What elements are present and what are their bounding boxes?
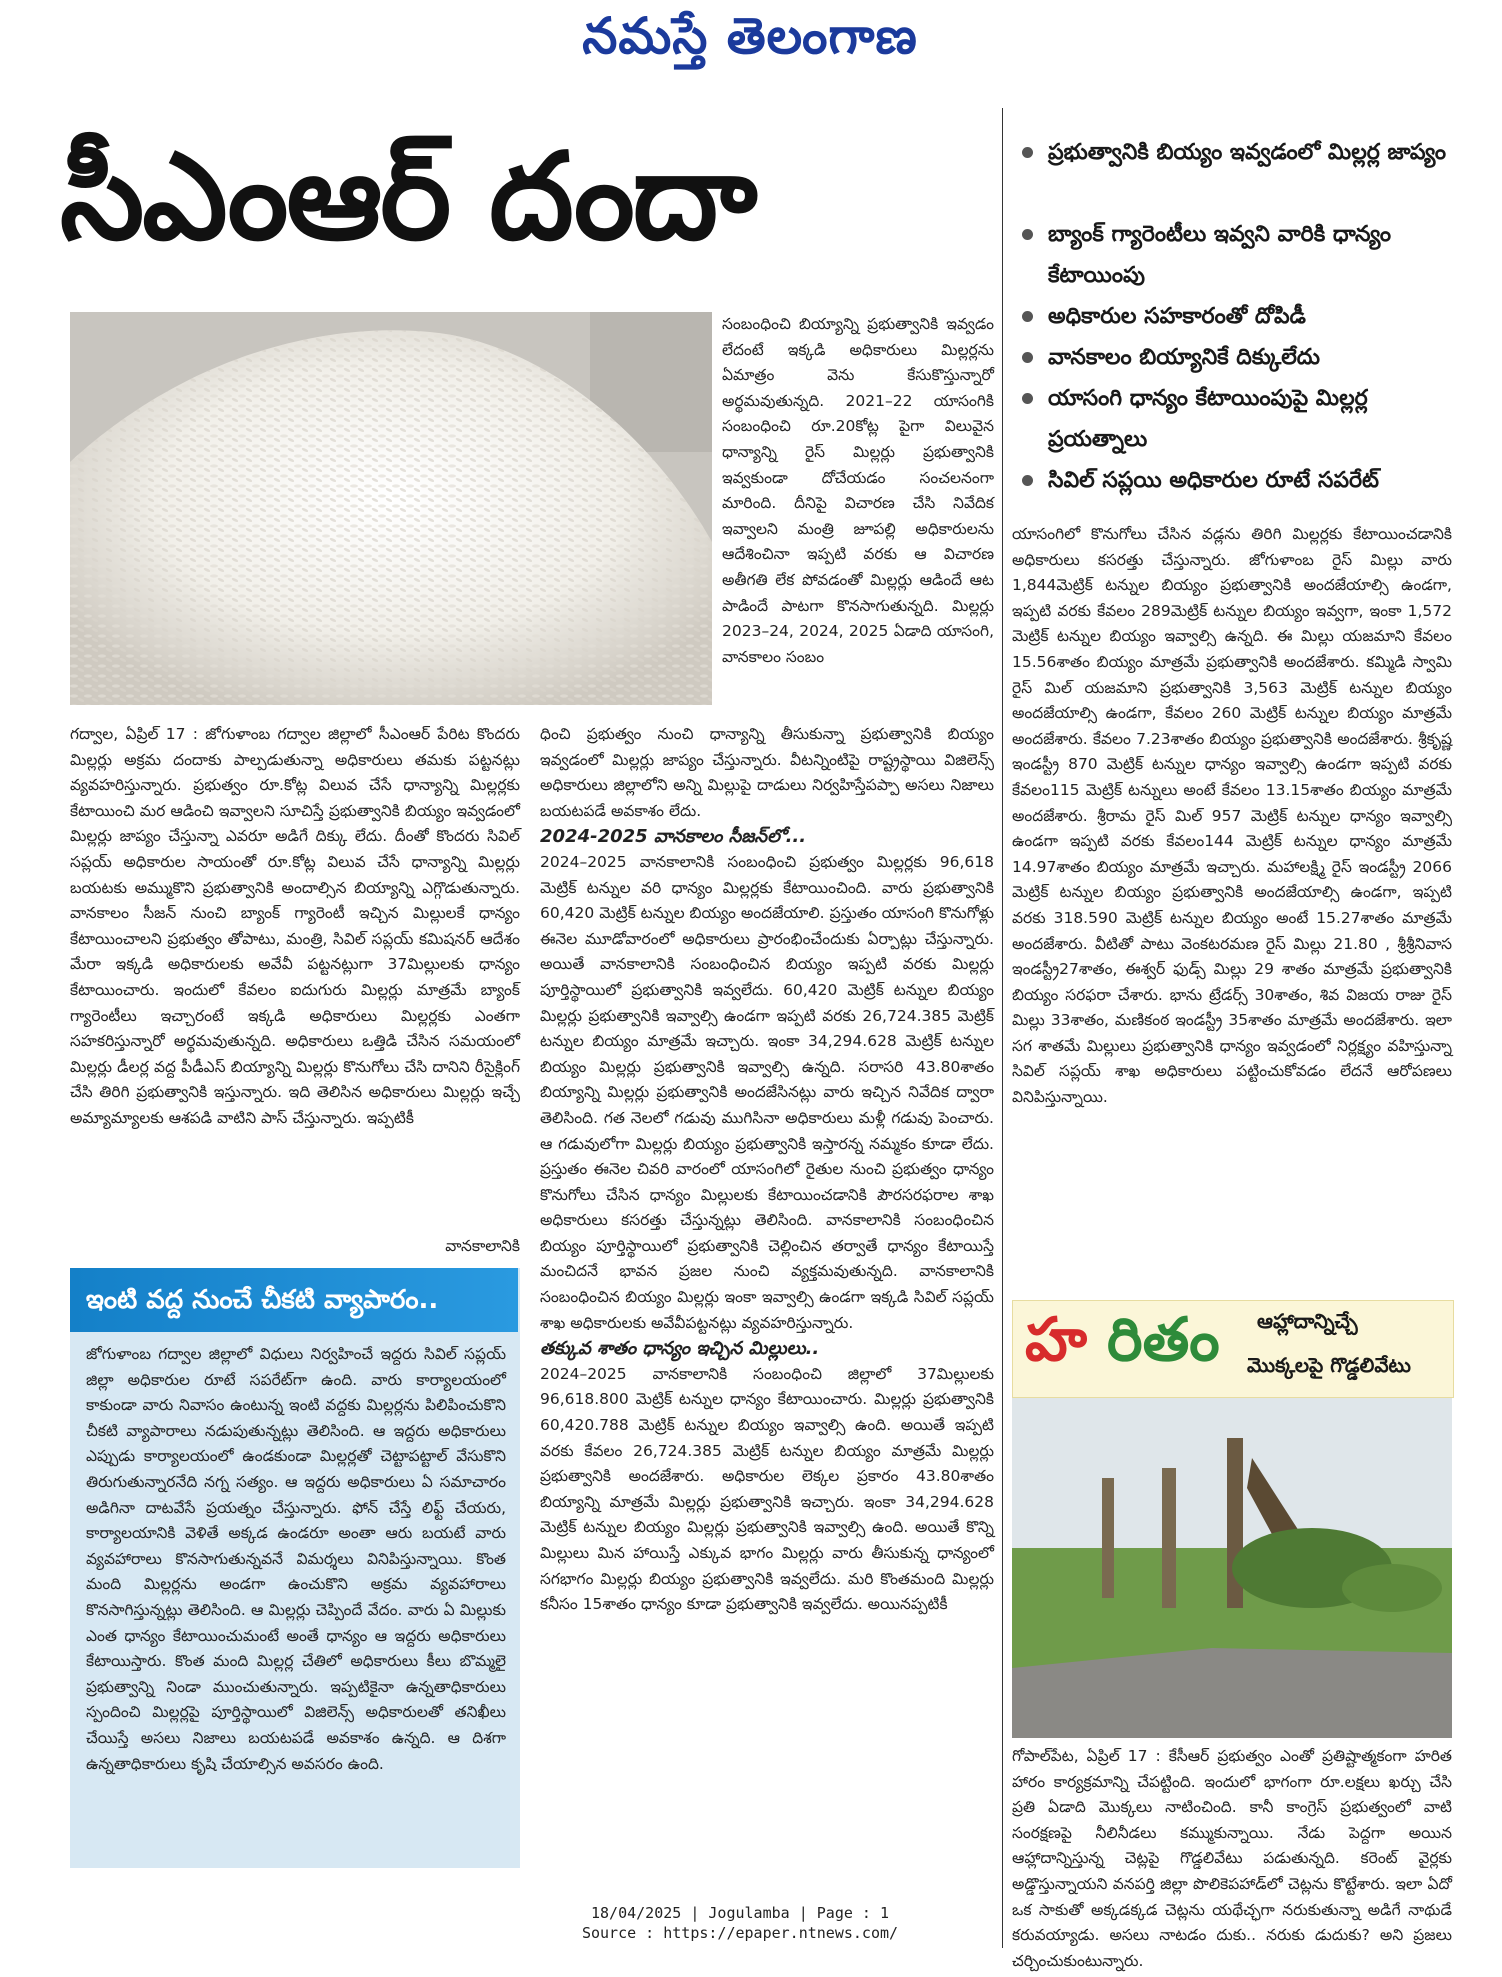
bullet-item: బ్యాంక్ గ్యారెంటీలు ఇవ్వని వారికి ధాన్యం కేటాయింపు — [1012, 214, 1472, 296]
paragraph: 2024–2025 వానకాలానికి సంబంధించి జిల్లాలో 37మిల్లులకు 96,618.800 మెట్రిక్ టన్నుల ధాన్యం కేటాయించారు. మిల్లర్లు ప్రభుత్వానికి 60,420.788 మెట్రిక్ టన్నుల బియ్యం ఇవ్వాల్సి ఉంది. అయితే ఇప్పటి వరకు కేవలం 26,724.385 మెట్రిక్ టన్నుల బియ్యం మాత్రమే మిల్లర్లు ప్రభుత్వానికి అందజేశారు. అధికారుల లెక్కల ప్రకారం 43.80శాతం బియ్యాన్ని మాత్రమే మిల్లర్లు ప్రభుత్వానికి ఇచ్చారు. ఇంకా 34,294.628 మెట్రిక్ టన్నుల బియ్యం మిల్లర్లు ప్రభుత్వానికి ఇవ్వాల్సి ఉంది. అయితే కొన్ని మిల్లులు మిన హాయిస్తే ఎక్కువ భాగం మిల్లర్లు వారు తీసుకున్న ధాన్యంలో సగభాగం మిల్లర్లు బియ్యం ప్రభుత్వానికి ఇవ్వలేదు. మరి కొంతమంది మిల్లర్లు కనీసం 15శాతం ధాన్యం కూడా ప్రభుత్వానికి ఇవ్వలేదు. అయినప్పటికీ — [540, 1364, 994, 1614]
rice-photo — [70, 312, 712, 705]
paragraph: గోపాల్‌పేట, ఏప్రిల్ 17 : కేసీఆర్ ప్రభుత్వం ఎంతో ప్రతిష్టాత్మకంగా హరిత హారం కార్యక్రమాన్ని చేపట్టింది. ఇందులో భాగంగా రూ.లక్షలు ఖర్చు చేసి ప్రతి ఏడాది మొక్కలు నాటించింది. కానీ కాంగ్రెస్ ప్రభుత్వంలో వాటి సంరక్షణపై నీలినీడలు కమ్ముకున్నాయి. నేడు పెద్దగా అయిన ఆహ్లాదాన్నిస్తున్న చెట్లపై గొడ్డలివేటు పడుతున్నది. కరెంట్ వైర్లకు అడ్డొస్తున్నాయని వనపర్తి జిల్లా పొలికెపహాడ్‌లో చెట్లను కొట్టేశారు. ఇలా ఏదో ఒక సాకుతో అక్కడక్కడ చెట్లను యథేచ్ఛగా నరుకుతున్నా అడిగే నాథుడే కరువయ్యాడు. అసలు నాటడం దుకు.. నరుకు డుదుకు? అని ప్రజలు చర్చించుకుంటున్నారు. — [1012, 1747, 1452, 1970]
box-body — [86, 1342, 506, 1862]
masthead: నమస్తే తెలంగాణ — [582, 6, 918, 65]
bullet-item: అధికారుల సహకారంతో దోపిడీ — [1012, 296, 1472, 337]
box-title: ఇంటి వద్ద నుంచే చీకటి వ్యాపారం.. — [70, 1268, 518, 1332]
column-tail: వానకాలానికి — [445, 1237, 520, 1255]
paragraph: జోగుళాంబ గద్వాల జిల్లాలో విధులు నిర్వహించే ఇద్దరు సివిల్ సప్లయ్ జిల్లా అధికారుల రూటే సపరేట్‌గా ఉంది. వారు కార్యాలయంలో కాకుండా వారు నివాసం ఉంటున్న ఇంటి వద్దకు మిల్లర్లను పిలిపించుకొని చీకటి వ్యాపారాలు నడుపుతున్నట్లు తెలిసింది. ఆ ఇద్దరు అధికారులు ఎప్పుడు కార్యాలయంలో ఉండకుండా మిల్లర్లతో చెట్టాపట్టాల్ వేసుకొని తిరుగుతున్నారనేది నగ్న సత్యం. ఆ ఇద్దరు అధికారులు ఏ సమాచారం అడిగినా దాటవేసే ప్రయత్నం చేస్తున్నారు. ఫోన్ చేస్తే లిఫ్ట్ చేయరు, కార్యాలయానికి వెళితే అక్కడ ఉండరూ అంతా ఆరు బయటే వారు వ్యవహారాలు కొనసాగుతున్నవనే విమర్శలు వినిపిస్తున్నాయి. కొంత మంది మిల్లర్లను అండగా ఉంచుకొని అక్రమ వ్యవహారాలు కొనసాగిస్తున్నట్లు తెలిసింది. ఆ మిల్లర్లు చెప్పిందే వేదం. వారు ఏ మిల్లుకు ఎంత ధాన్యం కేటాయించుమంటే అంతే ధాన్యం ఆ ఇద్దరు అధికారులు కేటాయిస్తారు. కొంత మంది మిల్లర్ల చేతిలో అధికారులు కీలు బొమ్మలై ప్రభుత్వాన్ని నిండా ముంచుతున్నారు. ఇప్పటికైనా ఉన్నతాధికారులు స్పందించి మిల్లర్లపై పూర్తిస్థాయిలో విజిలెన్స్ అధికారులతో తనిఖీలు చేయిస్తే అసలు నిజాలు బయటపడే అవకాశం ఉన్నది. ఆ దిశగా ఉన్నతాధికారులు కృషి చేయాల్సిన అవసరం ఉంది. — [86, 1345, 506, 1773]
subheading: 2024-2025 వానకాలం సీజన్‌లో... — [540, 826, 807, 848]
roadside-trees-illustration — [1012, 1398, 1452, 1738]
haritham-article — [1012, 1744, 1452, 1970]
bullet-item: వానకాలం బియ్యానికే దిక్కులేదు — [1012, 337, 1472, 378]
article-column-top-right — [722, 312, 994, 722]
article-column-left — [70, 722, 520, 1260]
article-column-right — [1012, 522, 1452, 1294]
summary-bullets — [1012, 132, 1472, 501]
headline: సీఎంఆర్ దందా — [60, 128, 756, 267]
haritham-logo-ritham: రితం — [1107, 1305, 1220, 1375]
rice-pile-illustration — [70, 312, 712, 705]
paragraph: 2024–2025 వానకాలానికి సంబంధించి ప్రభుత్వం మిల్లర్లకు 96,618 మెట్రిక్ టన్నుల వరి ధాన్యం మిల్లర్లకు కేటాయించింది. వారు ప్రభుత్వానికి 60,420 మెట్రిక్ టన్నుల బియ్యం అందజేయాలి. ప్రస్తుతం యాసంగి కొనుగోళ్లు ఈనెల మూడోవారంలో అధికారులు ప్రారంభించేందుకు ఏర్పాట్లు చేస్తున్నారు. అయితే వానకాలానికి సంబంధించిన బియ్యం ఇప్పటి వరకు మిల్లర్లు పూర్తిస్థాయిలో ప్రభుత్వానికి ఇవ్వలేదు. 60,420 మెట్రిక్ టన్నుల బియ్యం మిల్లర్లు ప్రభుత్వానికి ఇవ్వాల్సి ఉండగా ఇప్పటి వరకు 26,724.385 మెట్రిక్ టన్నుల బియ్యం మాత్రమే ఇచ్చారు. ఇంకా 34,294.628 మెట్రిక్ టన్నుల బియ్యం మిల్లర్లు ప్రభుత్వానికి ఇవ్వాల్సి ఉన్నది. సరాసరి 43.80శాతం బియ్యాన్ని మిల్లర్లు ప్రభుత్వానికి అందజేసినట్లు వారు ఇచ్చిన నివేదిక ద్వారా తెలిసింది. గత నెలలో గడువు ముగిసినా అధికారులు మళ్లీ గడువు పెంచారు. ఆ గడువులోగా మిల్లర్లు బియ్యం ప్రభుత్వానికి ఇస్తారన్న నమ్మకం కూడా లేదు. ప్రస్తుతం ఈనెల చివరి వారంలో యాసంగిలో రైతుల నుంచి ప్రభుత్వం ధాన్యం కొనుగోలు చేసిన ధాన్యం మిల్లులకు కేటాయించడానికి పౌరసరఫరాల శాఖ అధికారులు కసరత్తు చేస్తున్నట్లు తెలిసింది. వానకాలానికి సంబంధించిన బియ్యం పూర్తిస్థాయిలో ప్రభుత్వానికి చెల్లించిన తర్వాతే ధాన్యం కేటాయిస్తే మంచిదనే భావన ప్రజల నుంచి వ్యక్తమవుతున్నది. వానకాలానికి సంబంధించిన బియ్యం మిల్లర్లు ఇంకా ఇవ్వాల్సి ఉండగా ఇక్కడి సివిల్ సప్లయ్ శాఖ అధికారులకు అవేవీపట్టనట్లు వ్యవహరిస్తున్నారు. — [540, 852, 994, 1332]
cut-trees-photo — [1012, 1398, 1452, 1738]
haritham-logo-ha: హ — [1025, 1305, 1087, 1375]
column-divider — [1002, 108, 1003, 1948]
bullet-item: ప్రభుత్వానికి బియ్యం ఇవ్వడంలో మిల్లర్ల జాప్యం — [1012, 132, 1472, 214]
haritham-tagline-1: ఆహ్లాదాన్నిచ్చే — [1257, 1309, 1358, 1333]
page-footer — [480, 1903, 1000, 1943]
haritham-banner — [1012, 1300, 1454, 1398]
paragraph: గద్వాల, ఏప్రిల్ 17 : జోగుళాంబ గద్వాల జిల్లాలో సీఎంఆర్ పేరిట కొందరు మిల్లర్లు అక్రమ దందాకు పాల్పడుతున్నా అధికారులు తమకు పట్టనట్లు వ్యవహరిస్తున్నారు. ప్రభుత్వం రూ.కోట్ల విలువ చేసే ధాన్యాన్ని మిల్లర్లకు కేటాయించి మర ఆడించి ఇవ్వాలని సూచిస్తే ప్రభుత్వానికి బియ్యం ఇవ్వడంలో మిల్లర్లు జాప్యం చేస్తున్నా ఎవరూ అడిగే దిక్కు లేదు. దీంతో కొందరు సివిల్ సప్లయ్ అధికారుల సాయంతో రూ.కోట్ల విలువ చేసే ధాన్యాన్ని మిల్లర్లు బయటకు అమ్ముకొని ప్రభుత్వానికి అందాల్సిన బియ్యాన్ని ఎగ్గొడుతున్నారు. వానకాలం సీజన్ నుంచి బ్యాంక్ గ్యారెంటీ ఇచ్చిన మిల్లులకే ధాన్యం కేటాయించాలని ప్రభుత్వం తోపాటు, మంత్రి, సివిల్ సప్లయ్ కమిషనర్ ఆదేశం మేరా ఇక్కడి అధికారులకు అవేవీ పట్టనట్లుగా 37మిల్లులకు ధాన్యం కేటాయించారు. ఇందులో కేవలం ఐదుగురు మిల్లర్లు మాత్రమే బ్యాంక్ గ్యారెంటీలు ఇచ్చారంటే ఇక్కడి అధికారులు మిల్లర్లకు ఎంతగా సహకరిస్తున్నారో అర్థమవుతున్నది. అధికారులు ఒత్తిడి చేసిన సమయంలో మిల్లర్లు డీలర్ల వద్ద పీడీఎస్ బియ్యాన్ని మిల్లర్లు కొనుగోలు చేసి దానిని రీసైక్లింగ్ చేసి తిరిగి ప్రభుత్వానికి ఇస్తున్నారు. ఇది తెలిసిన అధికారులు మిల్లర్లు ఇచ్చే అమ్యామ్యాలకు ఆశపడి వాటిని పాస్ చేస్తున్నారు. ఇప్పటికీ — [70, 725, 520, 1127]
bullet-item: సివిల్ సప్లయి అధికారుల రూటే సపరేట్ — [1012, 460, 1472, 501]
bullet-item: యాసంగి ధాన్యం కేటాయింపుపై మిల్లర్ల ప్రయత్నాలు — [1012, 378, 1472, 460]
footer-date-edition: 18/04/2025 | Jogulamba | Page : 1 — [590, 1904, 889, 1922]
footer-source-link[interactable]: Source : https://epaper.ntnews.com/ — [581, 1924, 899, 1942]
paragraph: యాసంగిలో కొనుగోలు చేసిన వడ్లను తిరిగి మిల్లర్లకు కేటాయించడానికి అధికారులు కసరత్తు చేస్తున్నారు. జోగుళాంబ రైస్ మిల్లు వారు 1,844మెట్రిక్ టన్నుల బియ్యం ప్రభుత్వానికి అందజేయాల్సి ఉండగా, ఇప్పటి వరకు కేవలం 289మెట్రిక్ టన్నుల బియ్యం ఇవ్వగా, ఇంకా 1,572 మెట్రిక్ టన్నుల బియ్యం ఇవ్వాల్సి ఉన్నది. ఈ మిల్లు యజమాని కేవలం 15.56శాతం బియ్యం మాత్రమే ప్రభుత్వానికి అందజేశారు. కమ్మిడి స్వామి రైస్ మిల్ యజమాని ప్రభుత్వానికి 3,563 మెట్రిక్ టన్నుల బియ్యం అందజేయాల్సి ఉండగా, కేవలం 260 మెట్రిక్ టన్నుల బియ్యం మాత్రమే అందజేశారు. కేవలం 7.23శాతం బియ్యం ప్రభుత్వానికి అందజేశారు. శ్రీకృష్ణ ఇండస్ట్రీ 870 మెట్రిక్ టన్నుల ధాన్యం ఇవ్వాల్సి ఉండగా ఇప్పటి వరకు కేవలం115 మెట్రిక్ టన్నులు అంటే కేవలం 13.15శాతం బియ్యం మాత్రమే అందజేశారు. శ్రీరామ రైస్ మిల్ 957 మెట్రిక్ టన్నుల ధాన్యం ఇవ్వాల్సి ఉండగా ఇప్పటి వరకు కేవలం144 మెట్రిక్ టన్నుల ధాన్యం మాత్రమే 14.97శాతం బియ్యం మాత్రమే ఇచ్చారు. మహాలక్ష్మి రైస్ ఇండస్ట్రీ 2066 మెట్రిక్ టన్నుల బియ్యం ప్రభుత్వానికి అందజేయాల్సి ఉండగా, ఇప్పటి వరకు 318.590 మెట్రిక్ టన్నుల బియ్యం అంటే 15.27శాతం మాత్రమే అందజేశారు. వీటితో పాటు వెంకటరమణ రైస్ మిల్లు 21.80 , శ్రీశ్రీనివాస ఇండస్ట్రీ27శాతం, ఈశ్వర్ ఫుడ్స్ మిల్లు 29 శాతం మాత్రమే ప్రభుత్వానికి బియ్యం సరఫరా చేశారు. భాను ట్రేడర్స్ 30శాతం, శివ విజయ రాజు రైస్ మిల్లు 33శాతం, మణికంఠ ఇండస్ట్రీ 35శాతం మాత్రమే అందజేశారు. ఇలా సగ శాతమే మిల్లులు ప్రభుత్వానికి ధాన్యం ఇవ్వడంలో నిర్లక్ష్యం వహిస్తున్నా సివిల్ సప్లయ్ శాఖ అధికారులు పట్టించుకోవడం లేదనే ఆరోపణలు వినిపిస్తున్నాయి. — [1012, 525, 1452, 1107]
paragraph: సంబంధించి బియ్యాన్ని ప్రభుత్వానికి ఇవ్వడం లేదంటే ఇక్కడి అధికారులు మిల్లర్లను ఏమాత్రం వెను కేసుకొస్తున్నారో అర్థమవుతున్నది. 2021–22 యాసంగికి సంబంధించి రూ.20కోట్ల పైగా విలువైన ధాన్యాన్ని రైస్ మిల్లర్లు ప్రభుత్వానికి ఇవ్వకుండా దోచేయడం సంచలనంగా మారింది. దీనిపై విచారణ చేసి నివేదిక ఇవ్వాలని మంత్రి జూపల్లి అధికారులను ఆదేశించినా ఇప్పటి వరకు ఆ విచారణ అతీగతి లేక పోవడంతో మిల్లర్లు ఆడిందే ఆట పాడిందే పాటగా కొనసాగుతున్నది. మిల్లర్లు 2023–24, 2024, 2025 ఏడాది యాసంగి, వానకాలం సంబం — [722, 315, 994, 666]
paragraph: ధించి ప్రభుత్వం నుంచి ధాన్యాన్ని తీసుకున్నా ప్రభుత్వానికి బియ్యం ఇవ్వడంలో మిల్లర్లు జాప్యం చేస్తున్నారు. వీటన్నింటిపై రాష్ట్రస్థాయి విజిలెన్స్ అధికారులు జిల్లాలోని అన్ని మిల్లుపై దాడులు నిర్వహిస్తేపప్పా అసలు నిజాలు బయటపడే అవకాశం లేదు. — [540, 725, 994, 820]
subheading: తక్కువ శాతం ధాన్యం ఇచ్చిన మిల్లులు.. — [540, 1338, 820, 1360]
haritham-tagline-2: మొక్కలపై గొడ్డలివేటు — [1247, 1353, 1411, 1377]
article-column-middle — [540, 722, 994, 1852]
